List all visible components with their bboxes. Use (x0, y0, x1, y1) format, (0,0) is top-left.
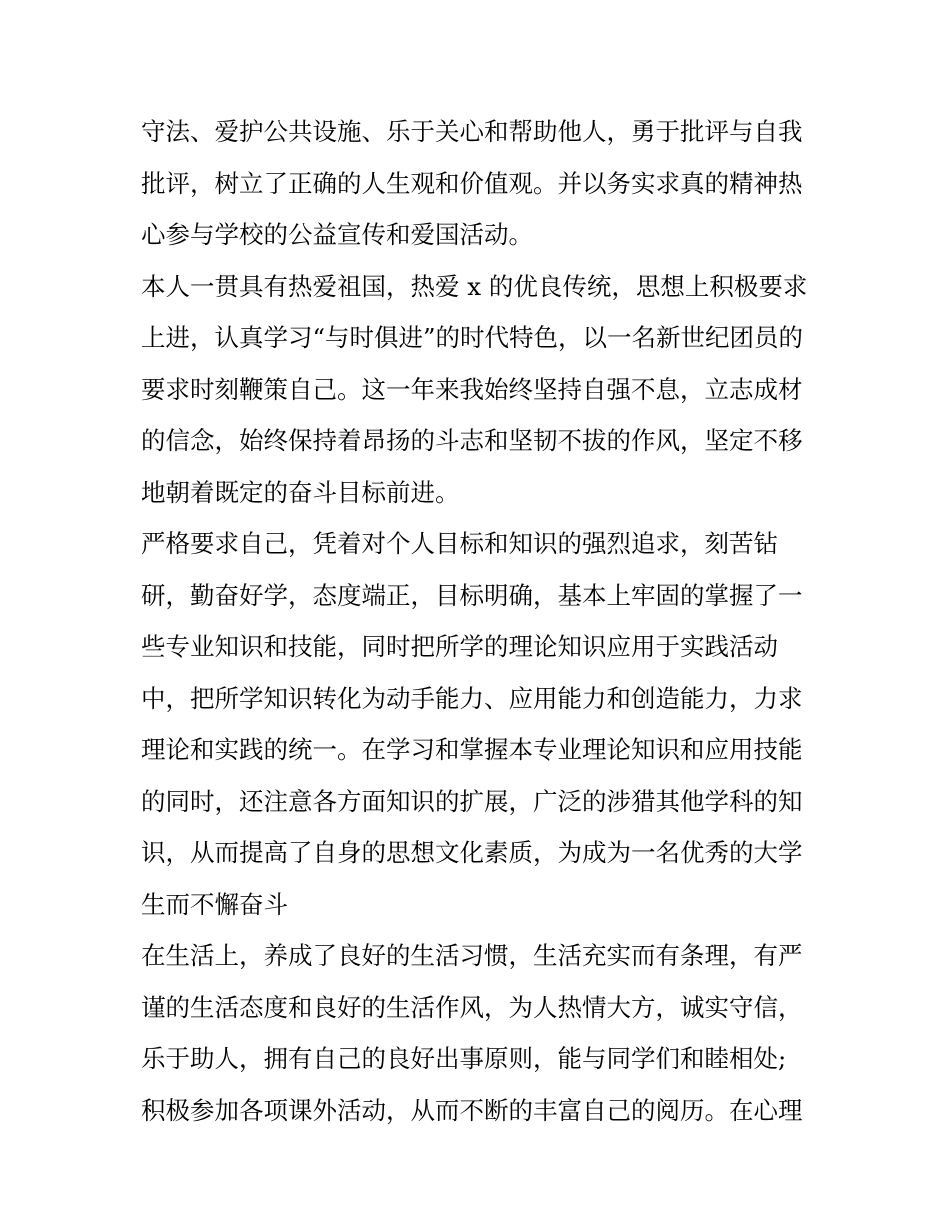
text-line: 的信念，始终保持着昂扬的斗志和坚韧不拔的作风，坚定不移 (141, 426, 803, 455)
text-line: 上进，认真学习“与时俱进”的时代特色，以一名新世纪团员的 (141, 323, 804, 352)
text-line: 严格要求自己，凭着对个人目标和知识的强烈追求，刻苦钻 (141, 529, 778, 558)
text-line: 批评，树立了正确的人生观和价值观。并以务实求真的精神热 (141, 168, 803, 198)
text-line: 守法、爱护公共设施、乐于关心和帮助他人，勇于批评与自我 (141, 117, 803, 146)
text-line: 本人一贯具有热爱祖国，热爱 x 的优良传统，思想上积极要求 (141, 271, 808, 301)
text-line: 乐于助人，拥有自己的良好出事原则，能与同学们和睦相处; (141, 1044, 787, 1073)
text-line: 的同时，还注意各方面知识的扩展，广泛的涉猎其他学科的知 (141, 786, 803, 816)
text-line: 研，勤奋好学，态度端正，目标明确，基本上牢固的掌握了一 (141, 580, 803, 610)
text-line: 地朝着既定的奋斗目标前进。 (141, 477, 460, 507)
text-line: 识，从而提高了自身的思想文化素质，为成为一名优秀的大学 (141, 838, 803, 867)
text-line: 在生活上，养成了良好的生活习惯，生活充实而有条理，有严 (141, 941, 803, 970)
body-text (141, 106, 821, 1136)
text-line: 中，把所学知识转化为动手能力、应用能力和创造能力，力求 (141, 683, 803, 713)
text-line: 要求时刻鞭策自己。这一年来我始终坚持自强不息，立志成材 (141, 374, 803, 404)
text-line: 理论和实践的统一。在学习和掌握本专业理论知识和应用技能 (141, 735, 803, 764)
text-line: 些专业知识和技能，同时把所学的理论知识应用于实践活动 (141, 632, 778, 661)
text-line: 心参与学校的公益宣传和爱国活动。 (141, 220, 533, 249)
text-line: 积极参加各项课外活动，从而不断的丰富自己的阅历。在心理 (141, 1095, 803, 1125)
text-line: 生而不懈奋斗 (141, 889, 288, 919)
text-line: 谨的生活态度和良好的生活作风，为人热情大方，诚实守信， (141, 992, 803, 1022)
